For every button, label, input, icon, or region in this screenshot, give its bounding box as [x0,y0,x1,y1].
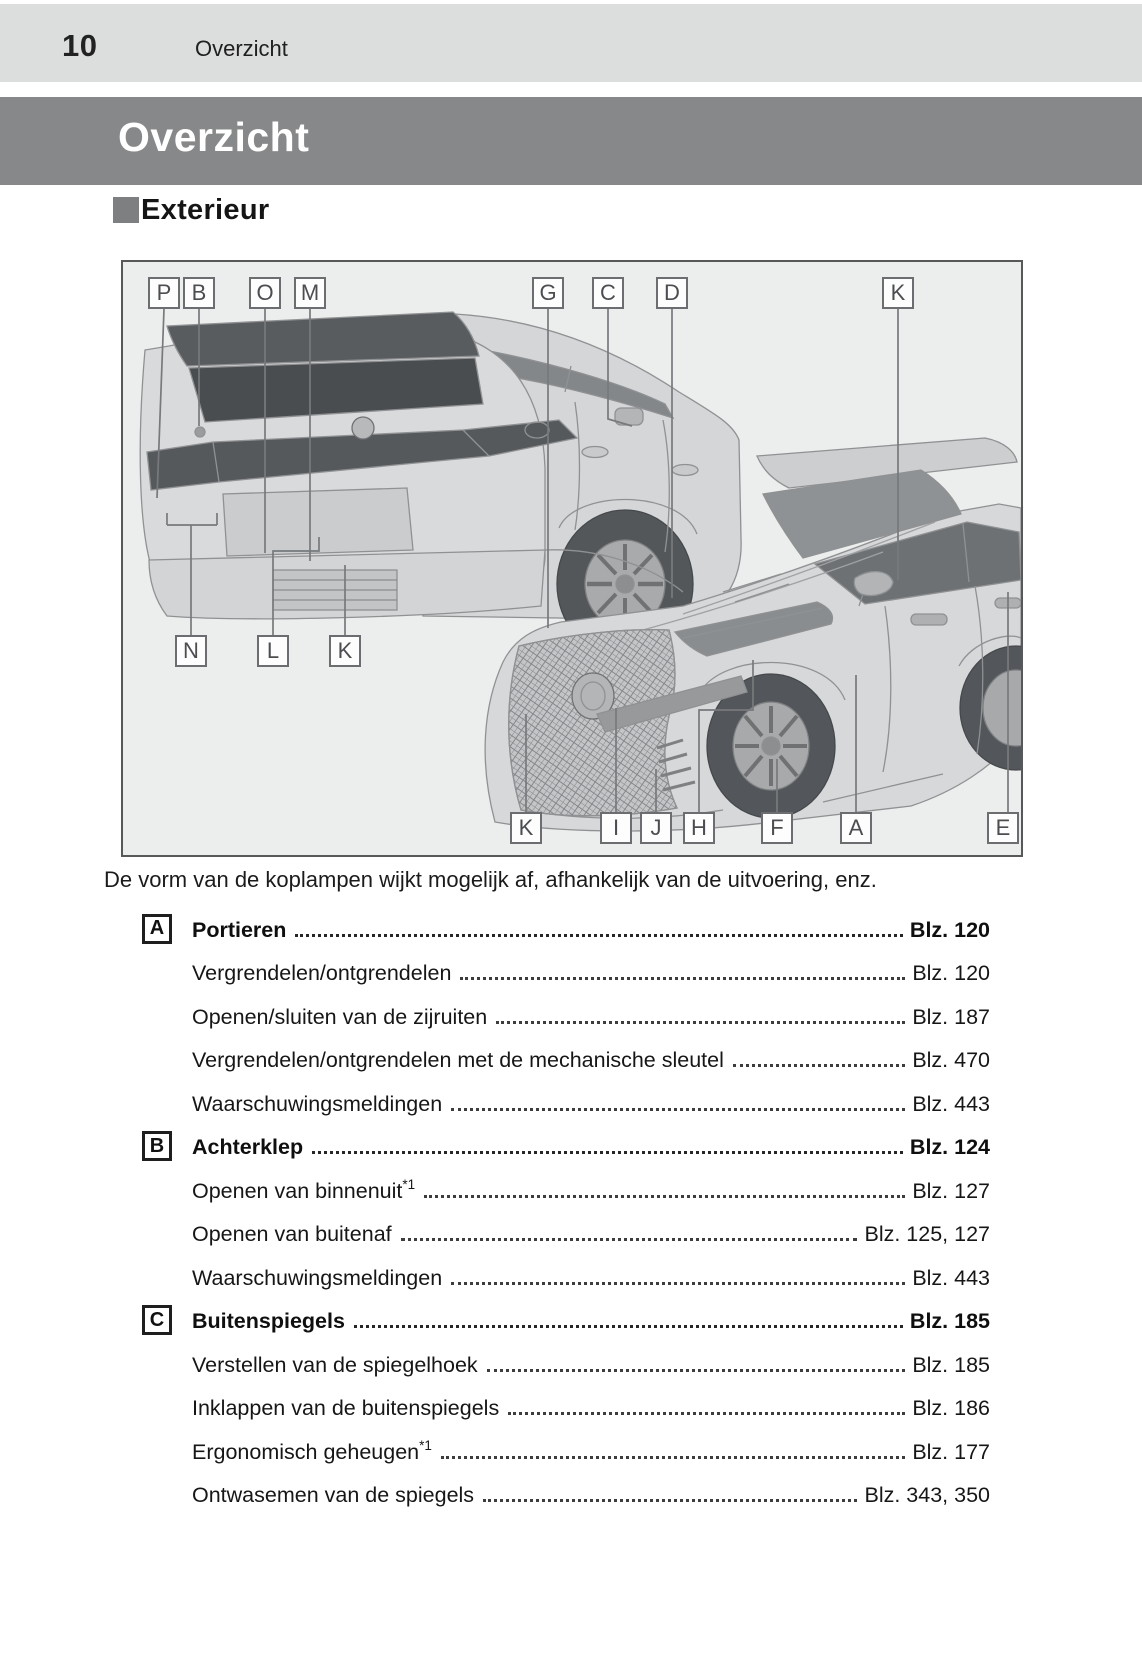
dotted-leader [424,1195,905,1198]
toc-entry-label: Verstellen van de spiegelhoek [192,1352,478,1377]
diagram-label-bottom-k: K [510,812,542,844]
dotted-leader [483,1499,857,1502]
diagram-label-top-k: K [882,277,914,309]
toc-entry-label: Buitenspiegels [192,1309,345,1333]
diagram-label-top-p: P [148,277,180,309]
toc-entry-label: Ergonomisch geheugen$^{*1}$ [192,1437,432,1464]
diagram-label-bottom-i: I [600,812,632,844]
toc-section-row [142,1121,990,1165]
dotted-leader [496,1021,905,1024]
dotted-leader [441,1456,905,1459]
toc-entry-page: Blz. 177 [912,1439,990,1464]
dotted-leader [451,1108,905,1111]
toc-item-row [142,1251,990,1295]
toc-entry-page: Blz. 443 [912,1265,990,1290]
toc-entry-label: Openen van buitenaf [192,1222,392,1246]
toc-entry-label: Inklappen van de buitenspiegels [192,1396,500,1420]
page-number: 10 [62,28,98,63]
dotted-leader [354,1325,903,1328]
badge-slot [142,914,192,943]
section-title: Exterieur [141,193,270,226]
dotted-leader [451,1282,905,1285]
dotted-leader [460,977,905,980]
toc-item-row [142,1382,990,1426]
section-badge-c: C [142,1305,172,1335]
diagram-label-top-c: C [592,277,624,309]
toc-entry-page: Blz. 185 [912,1352,990,1377]
section-badge-a: A [142,914,172,944]
toc-entry-page: Blz. 185 [909,1309,990,1333]
toc-item-row [142,990,990,1034]
toc-entry-page: Blz. 187 [912,1004,990,1029]
toc-item-row [142,1469,990,1513]
section-heading [113,193,269,227]
toc-entry-page: Blz. 120 [909,917,990,942]
diagram-label-top-b: B [183,277,215,309]
toc-entry-label: Waarschuwingsmeldingen [192,1091,443,1116]
diagram-label-bottom-h: H [683,812,715,844]
toc-section-row [142,903,990,947]
exterior-diagram [121,260,1023,857]
section-badge-b: B [142,1131,172,1161]
dotted-leader [401,1238,858,1241]
car-illustration [123,262,1021,855]
toc-entry-label: Vergrendelen/ontgrendelen [192,961,452,985]
toc-entry-page: Blz. 125, 127 [864,1222,990,1246]
toc-item-row [142,1208,990,1252]
toc-item-row [142,947,990,991]
toc-item-row [142,1425,990,1469]
diagram-label-bottom-f: F [761,812,793,844]
dotted-leader [312,1151,903,1154]
diagram-label-middle-n: N [175,635,207,667]
toc-entry-label: Ontwasemen van de spiegels [192,1483,475,1507]
section-marker-square-icon [113,197,139,223]
diagram-label-top-g: G [532,277,564,309]
toc-section-row [142,1295,990,1339]
toc-entry-page: Blz. 443 [912,1091,990,1116]
toc-entry-page: Blz. 120 [912,961,990,985]
toc-entry-label: Openen/sluiten van de zijruiten [192,1004,488,1029]
toc-entry-label: Achterklep [192,1135,304,1159]
dotted-leader [733,1064,905,1067]
diagram-label-middle-k: K [329,635,361,667]
diagram-label-middle-l: L [257,635,289,667]
toc-item-row [142,1164,990,1208]
diagram-label-bottom-j: J [640,812,672,844]
toc-item-row [142,1338,990,1382]
footnote-marker: *1 [402,1176,416,1192]
toc-entry-page: Blz. 470 [912,1048,990,1072]
toc-item-row [142,1077,990,1121]
badge-slot [142,1305,192,1334]
dotted-leader [487,1369,906,1372]
running-header-bar [0,4,1142,82]
toc-entry-page: Blz. 343, 350 [864,1483,990,1507]
diagram-label-bottom-e: E [987,812,1019,844]
diagram-label-bottom-a: A [840,812,872,844]
dotted-leader [295,934,903,937]
toc-entry-label: Waarschuwingsmeldingen [192,1265,443,1290]
chapter-title: Overzicht [118,114,310,160]
diagram-caption: De vorm van de koplampen wijkt mogelijk af, afhankelijk van de uitvoering, enz. [104,867,877,892]
rear-view-car [140,312,741,658]
toc-entry-label: Openen van binnenuit$^{*1}$ [192,1176,416,1203]
toc-entry-label: Portieren [192,917,287,942]
toc-entry-page: Blz. 186 [912,1396,990,1420]
diagram-label-top-o: O [249,277,281,309]
diagram-label-top-d: D [656,277,688,309]
toc-item-row [142,1034,990,1078]
diagram-label-top-m: M [294,277,326,309]
chapter-banner [0,97,1142,185]
badge-slot [142,1131,192,1160]
toc-entry-page: Blz. 124 [909,1135,990,1159]
toc-entry-label: Vergrendelen/ontgrendelen met de mechanische sleutel [192,1048,724,1072]
footnote-marker: *1 [419,1437,432,1453]
running-header-title: Overzicht [195,36,288,61]
toc-entry-page: Blz. 127 [912,1178,990,1203]
dotted-leader [508,1412,905,1415]
exterior-index [142,903,990,1512]
